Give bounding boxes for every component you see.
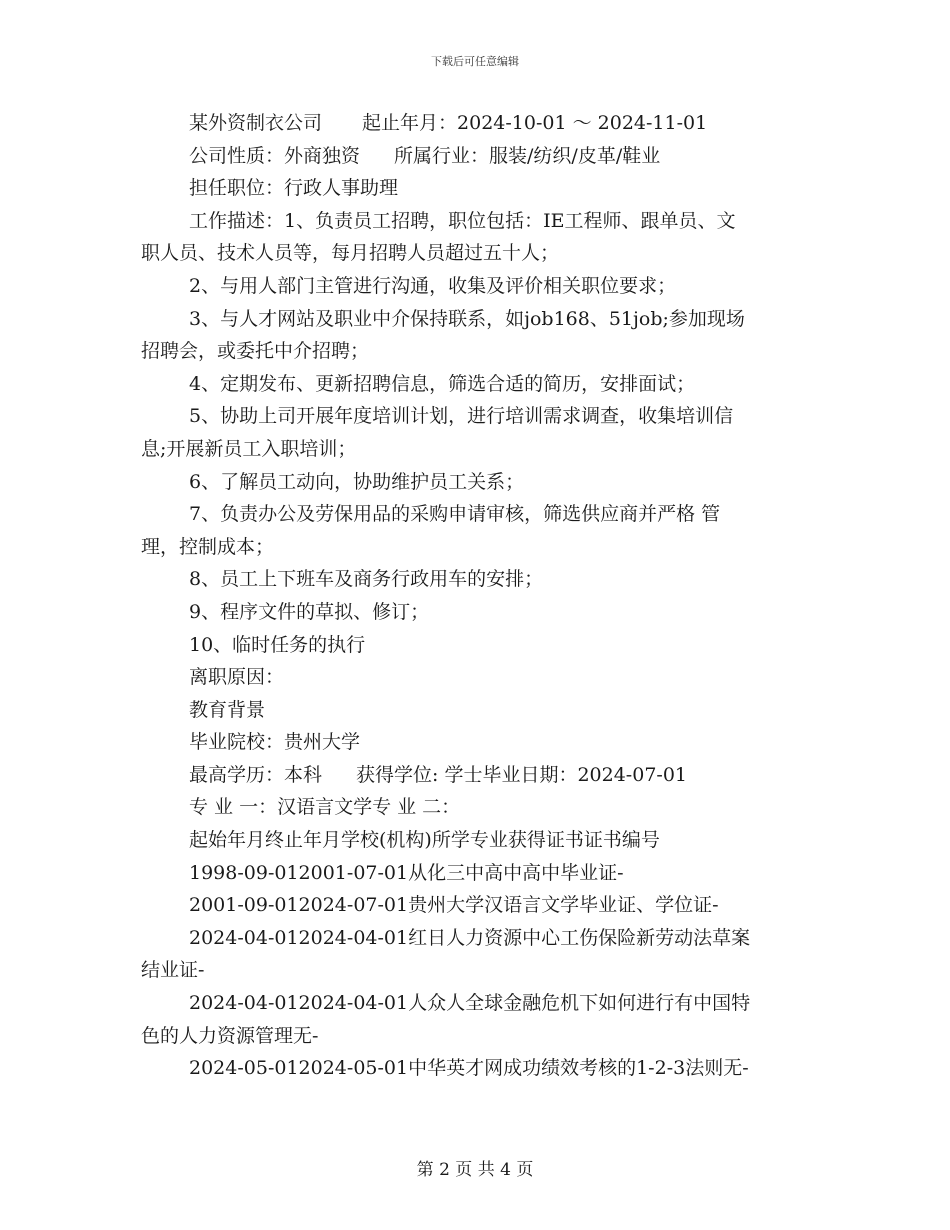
education-row-4-line-2: 色的人力资源管理无- — [141, 1024, 319, 1047]
education-row-1: 1998-09-012001-07-01从化三中高中高中毕业证- — [189, 861, 624, 884]
company-name: 某外资制衣公司 — [189, 112, 323, 134]
education-heading: 教育背景 — [189, 698, 266, 721]
education-table-header: 起始年月终止年月学校(机构)所学专业获得证书证书编号 — [189, 829, 660, 852]
education-row-3-line-1: 2024-04-012024-04-01红日人力资源中心工伤保险新劳动法草案 — [189, 926, 751, 949]
position-line: 担任职位：行政人事助理 — [189, 177, 399, 200]
duty-item-4: 4、定期发布、更新招聘信息，筛选合适的简历，安排面试； — [189, 372, 696, 395]
education-row-4-line-1: 2024-04-012024-04-01人众人全球金融危机下如何进行有中国特 — [189, 992, 751, 1015]
document-body — [141, 107, 811, 1085]
degree-and-date: 获得学位: 学士毕业日期：2024-07-01 — [356, 763, 688, 786]
duty-item-9: 9、程序文件的草拟、修订； — [189, 600, 430, 623]
graduate-school: 毕业院校：贵州大学 — [189, 731, 361, 754]
leave-reason: 离职原因： — [189, 666, 285, 689]
education-row-2: 2001-09-012024-07-01贵州大学汉语言文学毕业证、学位证- — [189, 894, 719, 917]
job-description-line-1: 工作描述：1、负责员工招聘，职位包括：IE工程师、跟单员、文 — [189, 209, 736, 232]
duty-item-8: 8、员工上下班车及商务行政用车的安排； — [189, 568, 544, 591]
company-nature-line — [141, 140, 811, 173]
company-industry: 所属行业：服装/纺织/皮革/鞋业 — [394, 144, 661, 167]
duty-item-7-line-2: 理，控制成本； — [141, 535, 275, 558]
employment-period: 起止年月：2024-10-01 ～ 2024-11-01 — [362, 112, 708, 134]
page-number: 第 2 页 共 4 页 — [416, 1160, 534, 1180]
education-row-5: 2024-05-012024-05-01中华英才网成功绩效考核的1-2-3法则无- — [189, 1057, 749, 1080]
duty-item-10: 10、临时任务的执行 — [189, 633, 366, 656]
majors-line: 专 业 一：汉语言文学专 业 二： — [189, 796, 461, 819]
employment-company-line — [141, 107, 811, 140]
education-level-line — [141, 759, 811, 792]
page-header: 下载后可任意编辑 — [431, 55, 519, 68]
company-nature: 公司性质：外商独资 — [189, 144, 361, 167]
duty-item-3-line-1: 3、与人才网站及职业中介保持联系，如job168、51job;参加现场 — [189, 307, 745, 330]
duty-item-3-line-2: 招聘会，或委托中介招聘； — [141, 340, 370, 363]
duty-item-6: 6、了解员工动向，协助维护员工关系； — [189, 470, 525, 493]
duty-item-5-line-2: 息;开展新员工入职培训； — [141, 437, 357, 460]
highest-education: 最高学历：本科 — [189, 763, 323, 786]
duty-item-2: 2、与用人部门主管进行沟通，收集及评价相关职位要求； — [189, 274, 677, 297]
job-description-line-2: 职人员、技术人员等，每月招聘人员超过五十人； — [141, 242, 560, 265]
education-row-3-line-2: 结业证- — [141, 959, 205, 982]
duty-item-7-line-1: 7、负责办公及劳保用品的采购申请审核，筛选供应商并严格 管 — [189, 503, 721, 526]
duty-item-5-line-1: 5、协助上司开展年度培训计划，进行培训需求调查，收集培训信 — [189, 405, 734, 428]
